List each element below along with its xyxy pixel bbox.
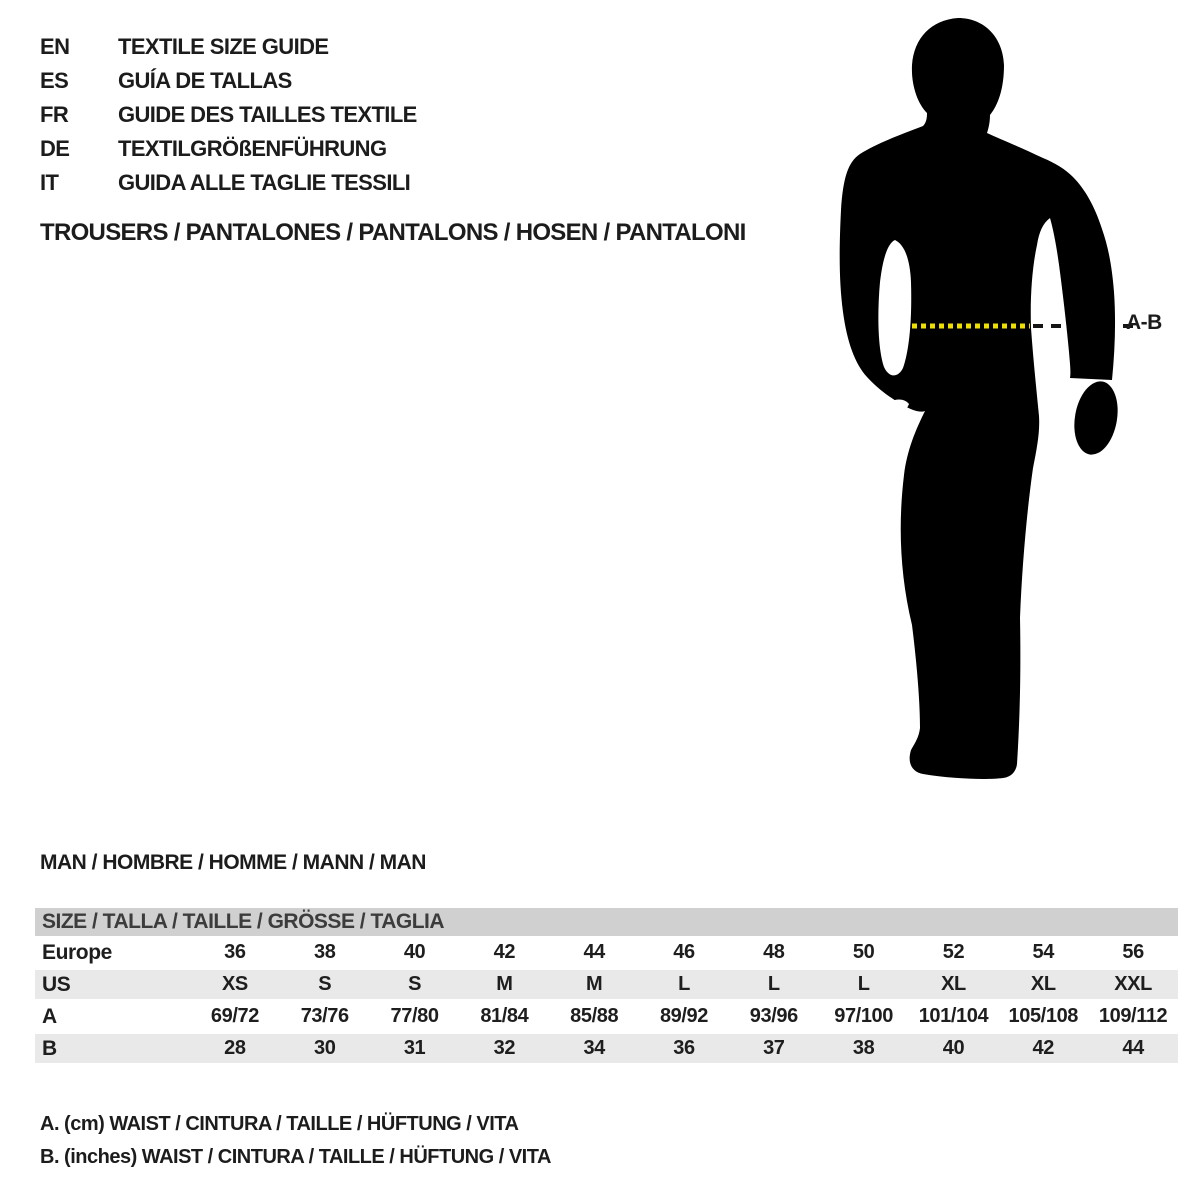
table-cell: 32 [493, 1037, 516, 1059]
table-cell: S [408, 973, 422, 995]
row-label: A [42, 1004, 57, 1028]
note-b-inches: B. (inches) WAIST / CINTURA / TAILLE / HÜFTUNG / VITA [40, 1146, 551, 1168]
language-label: GUÍA DE TALLAS [118, 68, 292, 93]
table-cell: 73/76 [300, 1005, 349, 1027]
measure-label-ab: A-B [1126, 311, 1162, 334]
man-silhouette-body [840, 18, 1115, 779]
table-row-b-inches [35, 1034, 1178, 1063]
table-cell: L [767, 973, 780, 995]
table-cell: 28 [224, 1037, 246, 1059]
table-row-europe [35, 938, 1178, 967]
table-cell: 31 [403, 1037, 426, 1059]
language-label: TEXTILGRÖßENFÜHRUNG [118, 136, 387, 161]
language-code: ES [40, 68, 69, 93]
table-row-us [35, 970, 1178, 999]
table-cell: L [857, 973, 870, 995]
language-list [40, 30, 417, 200]
table-cell: 97/100 [834, 1005, 894, 1027]
table-cell: 46 [673, 941, 695, 963]
size-table-header: SIZE / TALLA / TAILLE / GRÖSSE / TAGLIA [35, 908, 1178, 936]
row-label: US [42, 972, 71, 996]
category-title: TROUSERS / PANTALONES / PANTALONS / HOSEN / PANTALONI [40, 219, 746, 246]
language-row-de [40, 132, 417, 166]
table-cell: XL [941, 973, 966, 995]
table-cell: 48 [763, 941, 785, 963]
table-cell: XXL [1114, 973, 1152, 995]
language-row-en [40, 30, 417, 64]
table-cell: 89/92 [659, 1005, 709, 1027]
table-cell: 50 [852, 941, 875, 963]
language-label: GUIDE DES TAILLES TEXTILE [118, 102, 417, 127]
row-label: B [42, 1036, 57, 1060]
note-a-cm: A. (cm) WAIST / CINTURA / TAILLE / HÜFTUNG / VITA [40, 1113, 519, 1135]
table-cell: S [318, 973, 332, 995]
language-code: IT [40, 170, 59, 195]
table-cell: M [496, 973, 513, 995]
language-row-it [40, 166, 417, 200]
table-cell: 36 [673, 1037, 695, 1059]
man-fist [1069, 378, 1123, 458]
table-cell: 54 [1032, 941, 1054, 963]
table-row-a-cm [35, 1002, 1178, 1031]
table-cell: 38 [313, 941, 336, 963]
language-code: DE [40, 136, 70, 161]
language-row-es [40, 64, 417, 98]
table-cell: 52 [942, 941, 965, 963]
table-cell: XS [221, 973, 248, 995]
table-cell: 44 [583, 941, 605, 963]
table-cell: 69/72 [210, 1005, 259, 1027]
table-cell: 109/112 [1098, 1005, 1168, 1027]
row-label: Europe [42, 940, 112, 964]
table-cell: 40 [403, 941, 426, 963]
table-cell: XL [1030, 973, 1056, 995]
table-cell: 37 [763, 1037, 785, 1059]
table-cell: 85/88 [570, 1005, 619, 1027]
table-cell: 77/80 [390, 1005, 439, 1027]
language-code: EN [40, 34, 70, 59]
table-cell: 105/108 [1008, 1005, 1079, 1027]
man-silhouette-figure [815, 10, 1195, 800]
measure-notes [40, 1108, 551, 1174]
table-cell: 36 [224, 941, 246, 963]
language-code: FR [40, 102, 69, 127]
table-cell: L [678, 973, 690, 995]
language-label: TEXTILE SIZE GUIDE [118, 34, 329, 59]
table-cell: 56 [1122, 941, 1144, 963]
table-cell: M [586, 973, 603, 995]
table-cell: 30 [313, 1037, 336, 1059]
table-cell: 34 [583, 1037, 605, 1059]
man-silhouette-svg [815, 10, 1195, 800]
table-cell: 44 [1122, 1037, 1144, 1059]
section-title-man: MAN / HOMBRE / HOMME / MANN / MAN [40, 851, 426, 874]
table-cell: 81/84 [480, 1005, 529, 1027]
table-cell: 42 [1032, 1037, 1054, 1059]
language-row-fr [40, 98, 417, 132]
language-label: GUIDA ALLE TAGLIE TESSILI [118, 170, 411, 195]
table-cell: 93/96 [749, 1005, 798, 1027]
size-table [35, 908, 1178, 1066]
table-cell: 42 [493, 941, 516, 963]
table-cell: 101/104 [918, 1005, 989, 1027]
hand-notch [889, 400, 909, 415]
table-cell: 40 [942, 1037, 965, 1059]
table-cell: 38 [852, 1037, 875, 1059]
